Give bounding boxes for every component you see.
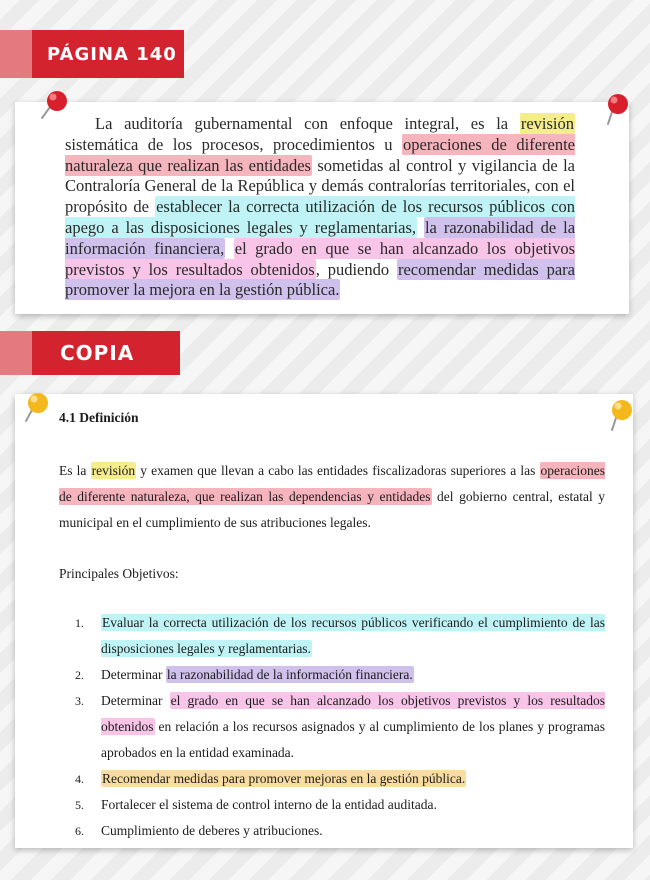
list-number: 4. (75, 772, 84, 786)
text-segment: en relación a los recursos asignados y al cumplimiento de los planes y programas aprobados en la entidad examinada. (101, 719, 605, 760)
highlight-red: operaciones de diferente naturaleza, que realizan las dependencias y entidades (59, 463, 605, 504)
list-number: 5. (75, 798, 84, 812)
list-text (101, 662, 605, 688)
yellow-pushpin-icon (602, 398, 636, 432)
definition-paragraph (59, 458, 605, 536)
banner-label: COPIA (60, 341, 135, 365)
text-segment: Es la (59, 463, 91, 478)
text-segment: y examen que llevan a cabo las entidades fiscalizadoras superiores a las (136, 463, 540, 478)
section-heading: 4.1 Definición (59, 410, 139, 425)
highlight-orange: Recomendar medidas para promover mejoras en la gestión pública. (102, 771, 466, 786)
list-text (101, 766, 605, 792)
text-segment: La auditoría gubernamental con enfoque integral, es la (95, 114, 520, 133)
text-segment: Determinar (101, 693, 163, 708)
red-pushpin-icon (38, 88, 72, 122)
list-text (101, 610, 605, 662)
highlight-purple: la razonabilidad de la información financiera. (166, 667, 413, 682)
list-item (75, 766, 605, 792)
list-number: 2. (75, 668, 84, 682)
objectives-title: Principales Objetivos: (59, 566, 179, 581)
red-pushpin-icon (598, 92, 632, 126)
original-text-card (15, 102, 629, 314)
yellow-pushpin-icon (20, 390, 54, 424)
highlight-cyan: Evaluar la correcta utilización de los recursos públicos verificando el cumplimiento de las disposiciones legales y reglamentarias. (101, 615, 605, 656)
banner-label: PÁGINA 140 (47, 43, 177, 65)
text-segment: Determinar (101, 667, 163, 682)
highlight-pink: el grado en que se han alcanzado los objetivos previstos y los resultados obtenidos (65, 238, 575, 279)
highlight-cyan: establecer la correcta utilización de los recursos públicos con apego a las disposiciones legales y reglamentarias, (65, 197, 575, 237)
original-paragraph (65, 114, 575, 301)
text-segment (417, 218, 424, 237)
highlight-yellow: revisión (520, 114, 574, 133)
text-segment: , pudiendo (315, 259, 397, 279)
copy-text-card (15, 394, 633, 848)
highlight-yellow: revisión (91, 463, 136, 478)
list-item (75, 662, 605, 688)
list-text: Cumplimiento de deberes y atribuciones. (101, 823, 323, 838)
objectives-list (75, 610, 605, 844)
list-item (75, 688, 605, 766)
banner-pagina-140 (0, 30, 184, 78)
highlight-red: operaciones de diferente naturaleza que realizan las entidades (65, 134, 576, 175)
text-segment: sometidas al control y vigilancia de la Contraloría General de la República y demás contralorías territoriales, con el propósito de (65, 155, 575, 217)
highlight-purple: la razonabilidad de la información financiera, (65, 217, 576, 258)
text-segment: sistemática de los procesos, procedimientos u (65, 134, 402, 154)
highlight-pink: el grado en que se han alcanzado los objetivos previstos y los resultados obtenidos (101, 693, 606, 734)
list-text: Fortalecer el sistema de control interno de la entidad auditada. (101, 797, 437, 812)
list-number: 1. (75, 616, 84, 630)
list-item (75, 792, 605, 818)
list-number: 6. (75, 824, 84, 838)
text-segment (225, 239, 234, 258)
list-item (75, 818, 605, 844)
text-segment: del gobierno central, estatal y municipal en el cumplimiento de sus atribuciones legales. (59, 489, 605, 530)
banner-copia (0, 331, 180, 375)
list-text (101, 688, 605, 766)
list-number: 3. (75, 694, 84, 708)
highlight-purple: recomendar medidas para promover la mejora en la gestión pública. (65, 259, 575, 300)
list-item (75, 610, 605, 662)
